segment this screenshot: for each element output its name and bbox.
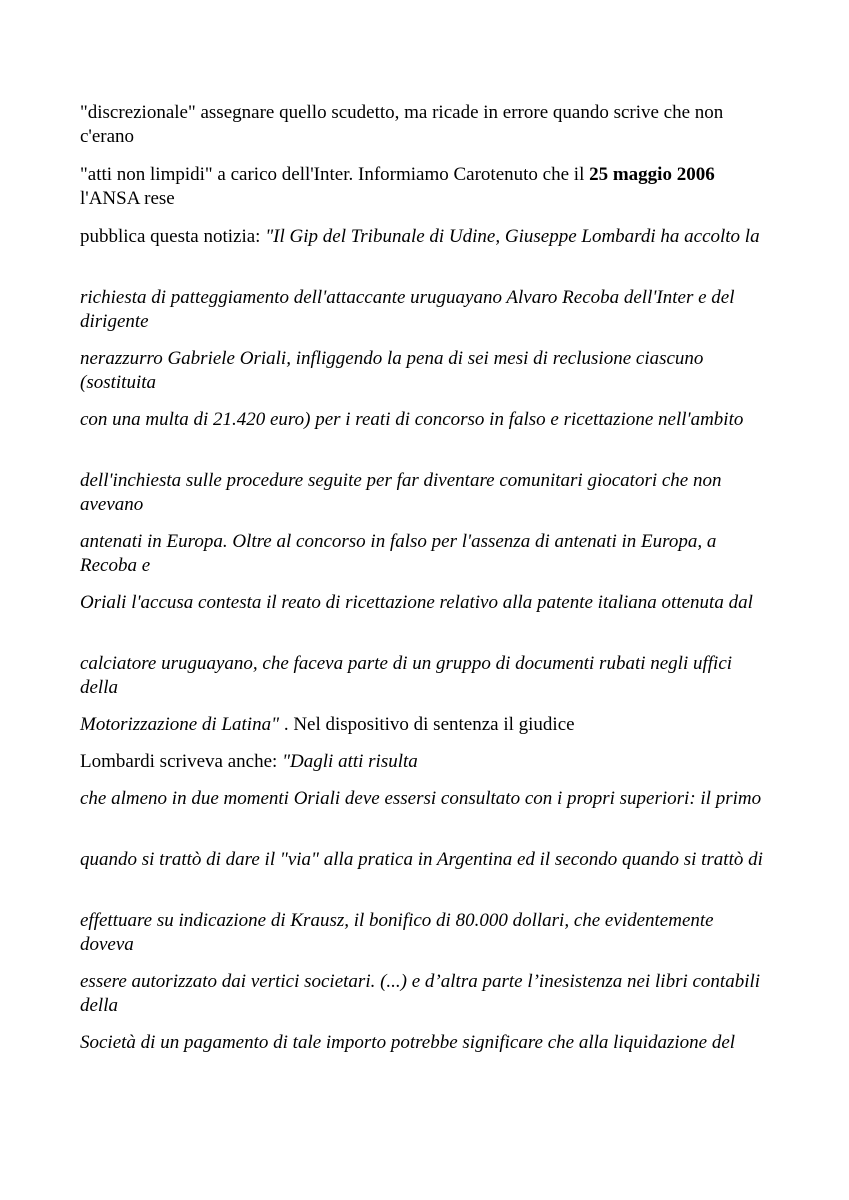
text-segment: l'ANSA rese — [80, 188, 175, 209]
paragraph-16 — [80, 970, 770, 1018]
text-segment: . Nel dispositivo di sentenza il giudice — [279, 714, 575, 735]
text-segment: Lombardi scriveva anche: — [80, 751, 283, 772]
paragraph-8 — [80, 530, 770, 578]
quote-segment: con una multa di 21.420 euro) per i reati di concorso in falso e ricettazione nell'ambito — [80, 409, 744, 430]
date-highlight: 25 maggio 2006 — [589, 164, 715, 185]
paragraph-6 — [80, 408, 770, 432]
paragraph-2 — [80, 163, 770, 211]
quote-segment: calciatore uruguayano, che faceva parte di un gruppo di documenti rubati negli uffici della — [80, 653, 733, 698]
quote-segment: Società di un pagamento di tale importo potrebbe significare che alla liquidazione del — [80, 1032, 736, 1053]
paragraph-7 — [80, 469, 770, 517]
quote-segment: quando si trattò di dare il "via" alla pratica in Argentina ed il secondo quando si trattò di — [80, 849, 763, 870]
quote-segment: "Il Gip del Tribunale di Udine, Giuseppe Lombardi ha accolto la — [265, 226, 760, 247]
paragraph-15 — [80, 909, 770, 957]
quote-segment: "Dagli atti risulta — [282, 751, 418, 772]
paragraph-9 — [80, 591, 770, 615]
paragraph-11 — [80, 713, 770, 737]
paragraph-5 — [80, 347, 770, 395]
quote-segment: antenati in Europa. Oltre al concorso in falso per l'assenza di antenati in Europa, a Recoba e — [80, 531, 717, 576]
quote-segment: essere autorizzato dai vertici societari. (...) e d’altra parte l’inesistenza nei libri contabili della — [80, 971, 761, 1016]
paragraph-12 — [80, 750, 770, 774]
paragraph-4 — [80, 286, 770, 334]
text-segment: "discrezionale" assegnare quello scudetto, ma ricade in errore quando scrive che non c'erano — [80, 102, 724, 147]
paragraph-10 — [80, 652, 770, 700]
paragraph-3 — [80, 225, 770, 249]
quote-segment: nerazzurro Gabriele Oriali, infliggendo la pena di sei mesi di reclusione ciascuno (sostituita — [80, 348, 704, 393]
text-segment: pubblica questa notizia: — [80, 226, 266, 247]
paragraph-14 — [80, 848, 770, 872]
paragraph-1 — [80, 101, 770, 149]
quote-segment: richiesta di patteggiamento dell'attaccante uruguayano Alvaro Recoba dell'Inter e del dirigente — [80, 287, 735, 332]
text-segment: "atti non limpidi" a carico dell'Inter. Informiamo Carotenuto che il — [80, 164, 590, 185]
quote-segment: che almeno in due momenti Oriali deve essersi consultato con i propri superiori: il primo — [80, 788, 762, 809]
paragraph-17 — [80, 1031, 770, 1055]
quote-segment: Oriali l'accusa contesta il reato di ricettazione relativo alla patente italiana ottenuta dal — [80, 592, 753, 613]
quote-segment: effettuare su indicazione di Krausz, il bonifico di 80.000 dollari, che evidentemente doveva — [80, 910, 714, 955]
quote-segment: Motorizzazione di Latina" — [80, 714, 280, 735]
quote-segment: dell'inchiesta sulle procedure seguite per far diventare comunitari giocatori che non avevano — [80, 470, 722, 515]
paragraph-13 — [80, 787, 770, 811]
